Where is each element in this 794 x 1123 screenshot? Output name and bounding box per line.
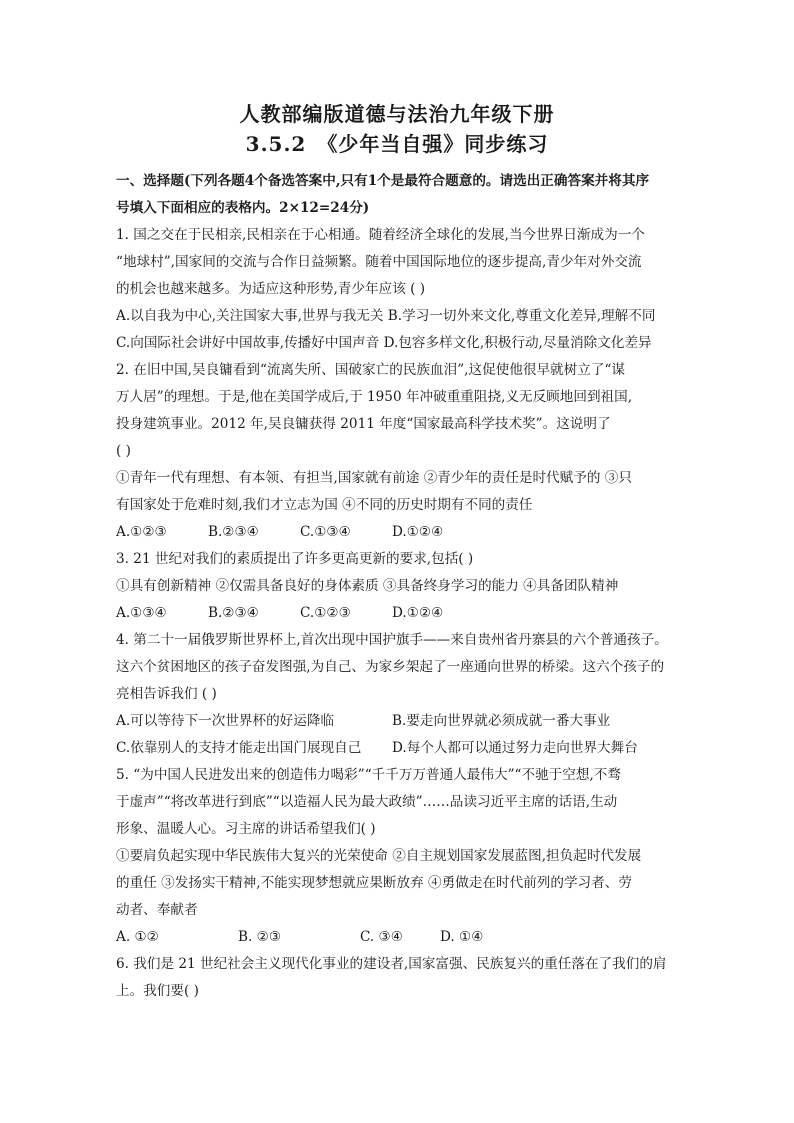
question-3 xyxy=(116,546,682,627)
statement-line: 动者、奉献者 xyxy=(116,902,198,918)
statement-line: 有国家处于危难时刻,我们才立志为国 ④不同的历史时期有不同的责任 xyxy=(116,497,533,513)
option-d: D.每个人都可以通过努力走向世界大舞台 xyxy=(392,740,638,756)
option-line: C.向国际社会讲好中国故事,传播好中国声音 D.包容多样文化,积极行动,尽量消除文化差异 xyxy=(116,335,652,351)
options-row xyxy=(116,735,682,762)
document-subtitle: 3.5.2 《少年当自强》同步练习 xyxy=(245,132,549,156)
question-6 xyxy=(116,951,682,1005)
question-text: “地球村”,国家间的交流与合作日益频繁。随着中国国际地位的逐步提高,青少年对外交流 xyxy=(116,254,642,270)
options-row xyxy=(116,519,682,546)
question-text: 的机会也越来越多。为适应这种形势,青少年应该 ( ) xyxy=(116,281,426,297)
statement-line: 的重任 ③发扬实干精神,不能实现梦想就应果断放弃 ④勇做走在时代前列的学习者、劳 xyxy=(116,875,632,891)
option-a: A.①③④ xyxy=(116,605,167,621)
question-text: 于虚声”“将改革进行到底”“以造福人民为最大政绩”……品读习近平主席的话语,生动 xyxy=(116,794,618,810)
question-text: 亮相告诉我们 ( ) xyxy=(116,686,217,702)
option-d: D.①②④ xyxy=(392,524,444,540)
option-c: C. ③④ xyxy=(360,929,403,945)
statement-line: ①青年一代有理想、有本领、有担当,国家就有前途 ②青少年的责任是时代赋予的 ③只 xyxy=(116,470,632,486)
options-row xyxy=(116,708,682,735)
question-text: 4. 第二十一届俄罗斯世界杯上,首次出现中国护旗手——来自贵州省丹寨县的六个普通孩子。 xyxy=(116,632,668,648)
option-c: C.依靠别人的支持才能走出国门展现自己 xyxy=(116,740,362,756)
question-text: 形象、温暖人心。习主席的讲话希望我们( ) xyxy=(116,821,376,837)
options-row xyxy=(116,924,682,951)
question-text: 3. 21 世纪对我们的素质提出了许多更高更新的要求,包括( ) xyxy=(116,551,474,567)
option-b: B.②③④ xyxy=(208,605,259,621)
question-text: ( ) xyxy=(116,443,131,459)
option-d: D. ①④ xyxy=(440,929,484,945)
question-text: 5. “为中国人民进发出来的创造伟力喝彩”“千千万万普通人最伟大”“不驰于空想,不骛 xyxy=(116,767,621,783)
option-d: D.①②④ xyxy=(392,605,444,621)
question-text: 万人居”的理想。于是,他在美国学成后,于 1950 年冲破重重阻挠,义无反顾地回到祖国, xyxy=(116,389,633,405)
section-heading: 一、选择题(下列各题4个备选答案中,只有1个是最符合题意的。请选出正确答案并将其序 xyxy=(116,173,650,189)
question-5 xyxy=(116,762,682,951)
option-b: B. ②③ xyxy=(238,929,282,945)
question-text: 1. 国之交在于民相亲,民相亲在于心相通。随着经济全球化的发展,当今世界日渐成为一个 xyxy=(116,227,645,243)
statement-line: ①具有创新精神 ②仅需具备良好的身体素质 ③具备终身学习的能力 ④具备团队精神 xyxy=(116,578,619,594)
statement-line: ①要肩负起实现中华民族伟大复兴的光荣使命 ②自主规划国家发展蓝图,担负起时代发展 xyxy=(116,848,642,864)
question-text: 上。我们要( ) xyxy=(116,983,199,999)
question-4 xyxy=(116,627,682,762)
option-a: A.可以等待下一次世界杯的好运降临 xyxy=(116,713,335,729)
options-row xyxy=(116,600,682,627)
document-title: 人教部编版道德与法治九年级下册 xyxy=(239,102,555,126)
question-text: 投身建筑事业。2012 年,吴良镛获得 2011 年度“国家最高科学技术奖”。这说明了 xyxy=(116,416,611,432)
option-line: A.以自我为中心,关注国家大事,世界与我无关 B.学习一切外来文化,尊重文化差异,理解不同 xyxy=(116,308,656,324)
option-b: B.要走向世界就必须成就一番大事业 xyxy=(392,713,611,729)
option-a: A. ①② xyxy=(116,929,159,945)
question-2 xyxy=(116,357,682,546)
question-1 xyxy=(116,222,682,357)
question-text: 6. 我们是 21 世纪社会主义现代化事业的建设者,国家富强、民族复兴的重任落在了我们的肩 xyxy=(116,956,667,972)
question-text: 2. 在旧中国,吴良镛看到“流离失所、国破家亡的民族血泪”,这促使他很早就树立了“谋 xyxy=(116,362,625,378)
option-c: C.①②③ xyxy=(300,605,351,621)
option-b: B.②③④ xyxy=(208,524,259,540)
option-a: A.①②③ xyxy=(116,524,167,540)
section-heading-cont: 号填入下面相应的表格内。2×12=24分) xyxy=(116,200,370,216)
option-c: C.①③④ xyxy=(300,524,351,540)
document-content xyxy=(116,168,682,1005)
question-text: 这六个贫困地区的孩子奋发图强,为自己、为家乡架起了一座通向世界的桥梁。这六个孩子的 xyxy=(116,659,665,675)
